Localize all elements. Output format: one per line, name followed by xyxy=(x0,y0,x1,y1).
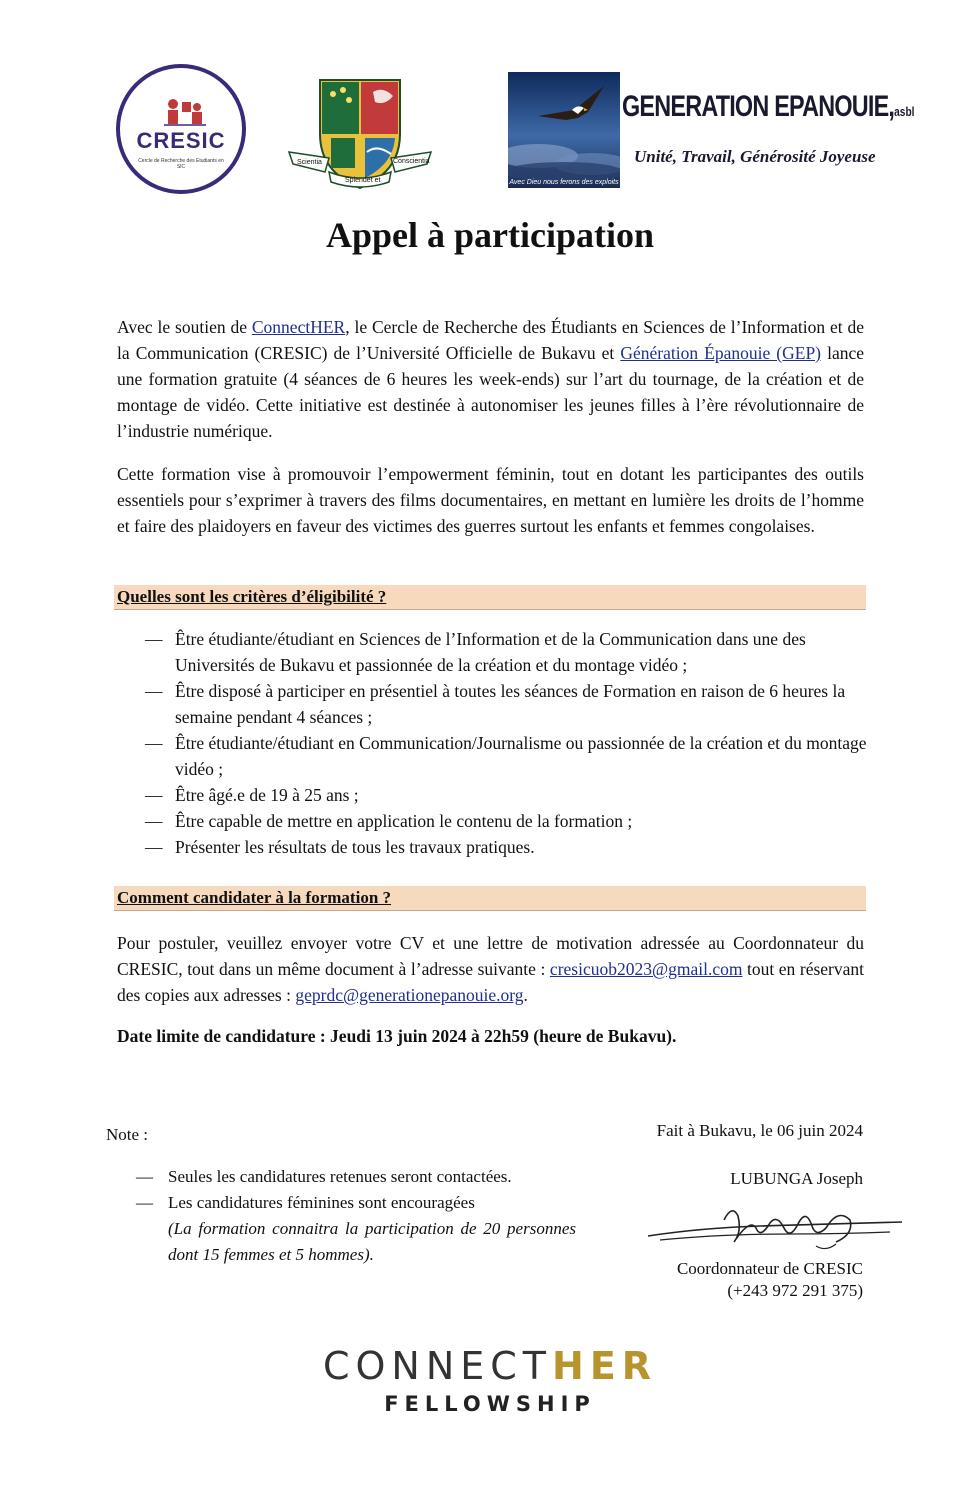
dash-bullet: — xyxy=(145,837,163,857)
criteria-text: Être âgé.e de 19 à 25 ans ; xyxy=(175,785,359,805)
dash-bullet: — xyxy=(136,1193,153,1212)
note-text: Seules les candidatures retenues seront contactées. xyxy=(168,1167,512,1186)
cresic-subtitle: Cercle de Recherche des Etudiants en SIC xyxy=(138,158,224,170)
page-title: Appel à participation xyxy=(325,215,655,255)
university-crest-logo xyxy=(285,72,435,192)
intro-p1-b: , le Cercle de Recherche des Étudiants en Sciences de l’Information et de la Communication (CRESIC) de l’Université Officielle de Bukavu et xyxy=(117,317,864,363)
notes-list xyxy=(136,1164,576,1268)
dash-bullet: — xyxy=(145,733,163,753)
criteria-text: Être étudiante/étudiant en Communication/Journalisme ou passionnée de la création et du montage vidéo ; xyxy=(175,733,867,779)
gep-photo-caption: Avec Dieu nous ferons des exploits xyxy=(509,179,619,186)
dash-bullet: — xyxy=(145,629,163,649)
signature-image xyxy=(640,1198,910,1260)
apply-heading-bar xyxy=(114,886,866,911)
eligibility-heading-bar xyxy=(114,585,866,610)
crest-motto-bottom: Splendet et xyxy=(345,177,381,184)
gep-name-text: GENERATION EPANOUIE, xyxy=(622,90,895,123)
note-item xyxy=(136,1190,576,1268)
signer-phone: (+243 972 291 375) xyxy=(727,1281,863,1300)
note-label: Note : xyxy=(106,1125,149,1144)
criteria-text: Présenter les résultats de tous les travaux pratiques. xyxy=(175,837,535,857)
apply-heading: Comment candidater à la formation ? xyxy=(117,888,392,907)
gep-motto: Unité, Travail, Générosité Joyeuse xyxy=(634,147,876,166)
dash-bullet: — xyxy=(145,785,163,805)
place-date: Fait à Bukavu, le 06 juin 2024 xyxy=(656,1121,863,1140)
criteria-item xyxy=(145,678,867,730)
dash-bullet: — xyxy=(145,811,163,831)
gep-email-link[interactable]: geprdc@generationepanouie.org xyxy=(295,985,524,1005)
signer-role: Coordonnateur de CRESIC xyxy=(676,1259,863,1278)
apply-text-c: . xyxy=(523,985,528,1005)
brand-main: CONNECT xyxy=(322,1344,553,1388)
intro-p1-c: lance une formation gratuite (4 séances de 6 heures les week-ends) sur l’art du tournage, de la création et de montage de vidéo. Cette initiative est destinée à autonomiser les jeunes filles à l’ère révolutionnaire de l’industrie numérique. xyxy=(117,343,864,441)
brand-subtitle: FELLOWSHIP xyxy=(384,1392,596,1416)
crest-motto-left: Scientia xyxy=(297,159,322,166)
gep-name xyxy=(622,90,914,124)
intro-paragraph-1 xyxy=(117,314,864,444)
criteria-item xyxy=(145,730,867,782)
apply-paragraph xyxy=(117,930,864,1008)
cresic-logo xyxy=(116,64,246,194)
crest-motto-right: Conscientia xyxy=(393,158,430,165)
eligibility-heading: Quelles sont les critères d’éligibilité ? xyxy=(117,587,387,606)
brand-accent: HER xyxy=(552,1344,658,1388)
dash-bullet: — xyxy=(136,1167,153,1186)
criteria-item xyxy=(145,782,867,808)
note-text: Les candidatures féminines sont encouragées xyxy=(168,1193,475,1212)
cresic-email-link[interactable]: cresicuob2023@gmail.com xyxy=(549,959,743,979)
deadline-text: Date limite de candidature : Jeudi 13 juin 2024 à 22h59 (heure de Bukavu). xyxy=(117,1026,677,1046)
apply-text-b: tout en réservant des copies aux adresses : xyxy=(117,959,864,1005)
gep-link[interactable]: Génération Épanouie (GEP) xyxy=(620,343,822,363)
cresic-name: CRESIC xyxy=(136,128,226,153)
criteria-text: Être étudiante/étudiant en Sciences de l’Information et de la Communication dans une des Universités de Bukavu et passionnée de la création et du montage vidéo ; xyxy=(175,629,806,675)
cresic-people-icon xyxy=(164,96,206,126)
eligibility-list xyxy=(145,626,867,860)
intro-paragraph-2: Cette formation vise à promouvoir l’empowerment féminin, tout en dotant les participantes des outils essentiels pour s’exprimer à travers des films documentaires, en mettant en lumière les droits de l’homme et faire des plaidoyers en faveur des victimes des guerres surtout les enfants et femmes congolaises. xyxy=(117,464,864,536)
note-detail: (La formation connaitra la participation de 20 personnes dont 15 femmes et 5 hommes). xyxy=(168,1219,576,1264)
criteria-text: Être disposé à participer en présentiel à toutes les séances de Formation en raison de 6 heures la semaine pendant 4 séances ; xyxy=(175,681,846,727)
signer-name: LUBUNGA Joseph xyxy=(730,1169,863,1188)
connecther-link[interactable]: ConnectHER xyxy=(251,317,346,337)
criteria-item xyxy=(145,808,867,834)
apply-text-a: Pour postuler, veuillez envoyer votre CV et une lettre de motivation adressée au Coordonnateur du CRESIC, tout dans un même document à l’adresse suivante : xyxy=(117,933,864,979)
intro-p1-a: Avec le soutien de xyxy=(117,317,252,337)
criteria-text: Être capable de mettre en application le contenu de la formation ; xyxy=(175,811,633,831)
connecther-brand-logo xyxy=(0,1344,980,1388)
criteria-item xyxy=(145,626,867,678)
eagle-sky-image xyxy=(508,72,620,188)
note-item xyxy=(136,1164,576,1190)
dash-bullet: — xyxy=(145,681,163,701)
gep-asbl: asbl xyxy=(894,104,915,119)
gep-eagle-photo xyxy=(508,72,620,188)
criteria-item xyxy=(145,834,867,860)
